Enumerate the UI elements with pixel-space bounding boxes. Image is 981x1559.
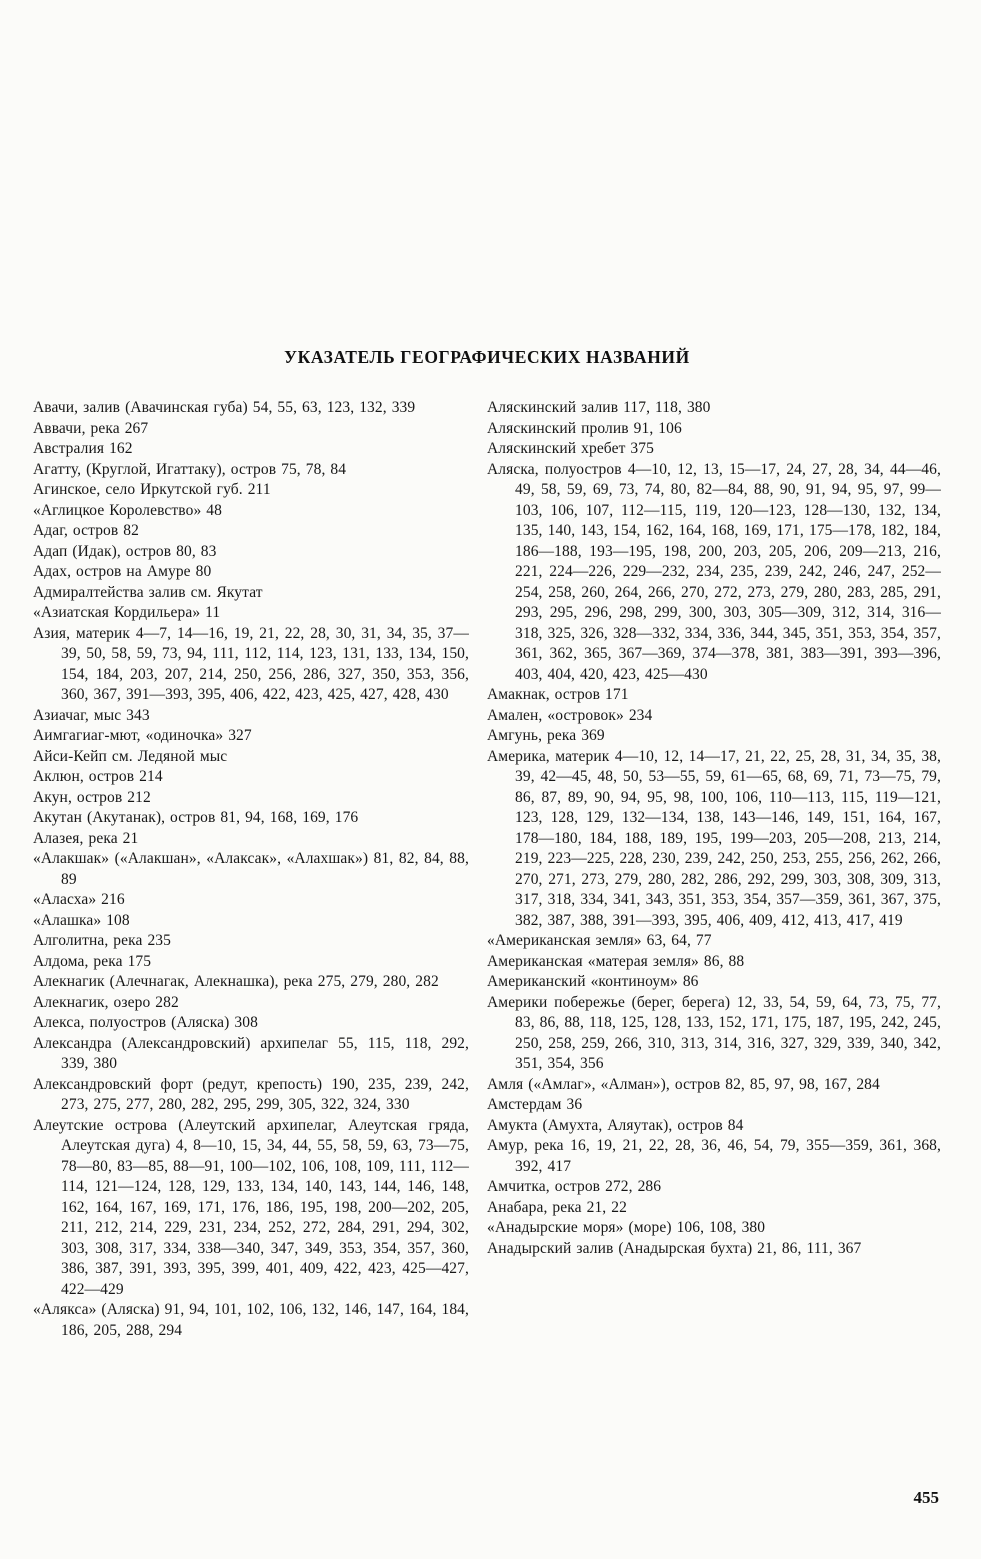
index-entry: Амакнак, остров 171	[487, 686, 629, 703]
index-entry: Аклюн, остров 214	[33, 768, 163, 785]
index-entry: Алдома, река 175	[33, 952, 152, 970]
index-column-left	[33, 398, 469, 1341]
index-entry: Агатту, (Круглой, Игаттаку), остров 75, 78, 84	[33, 460, 347, 478]
index-entry: Амукта (Амухта, Аляутак), остров 84	[487, 1116, 744, 1134]
index-entry: Акун, остров 212	[33, 788, 151, 806]
index-entry: Амстердам 36	[487, 1096, 583, 1113]
index-column-right	[487, 398, 941, 1259]
index-entry: Алекса, полуостров (Аляска) 308	[33, 1014, 258, 1031]
index-entry: Аимгагиаг-мют, «одиночка» 327	[33, 727, 252, 744]
index-entry: Аляскинский залив 117, 118, 380	[487, 399, 711, 416]
index-entry: «Аласха» 216	[33, 891, 125, 908]
index-entry: Амля («Амлаг», «Алман»), остров 82, 85, 97, 98, 167, 284	[487, 1075, 880, 1093]
index-entry: «Алакшак» («Алакшан», «Алаксак», «Алахшак») 81, 82, 84, 88, 89	[33, 850, 469, 888]
index-entry: Амален, «островок» 234	[487, 706, 653, 724]
index-entry: «Алякса» (Аляска) 91, 94, 101, 102, 106, 132, 146, 147, 164, 184, 186, 205, 288, 294	[33, 1301, 469, 1339]
index-entry: Америка, материк 4—10, 12, 14—17, 21, 22, 25, 28, 31, 34, 35, 38, 39, 42—45, 48, 50, 53—55, 59, 61—65, 68, 69, 71, 73—75, 79, 86, 87, 89, 90, 94, 95, 98, 100, 106, 110—113, 115, 119—121, 123, 128, 129, 132—134, 138, 143—146, 149, 151, 164, 167, 178—180, 184, 188, 189, 195, 199—203, 205—208, 213, 214, 219, 223—225, 228, 230, 239, 242, 250, 253, 255, 256, 262, 266, 270, 271, 273, 279, 280, 282, 286, 292, 299, 303, 308, 309, 313, 317, 318, 334, 341, 343, 351, 353, 354, 357—359, 361, 367, 375, 382, 387, 388, 391—393, 395, 406, 409, 412, 413, 417, 419	[487, 747, 941, 929]
index-entry: Алголитна, река 235	[33, 932, 172, 949]
index-entry: «Азиатская Кордильера» 11	[33, 604, 221, 621]
index-entry: Американский «континоум» 86	[487, 973, 699, 990]
index-entry: Амур, река 16, 19, 21, 22, 28, 36, 46, 54, 79, 355—359, 361, 368, 392, 417	[487, 1137, 941, 1175]
index-entry: Американская «матерая земля» 86, 88	[487, 952, 745, 970]
index-entry: Аляскинский пролив 91, 106	[487, 419, 682, 437]
index-entry: Акутан (Акутанак), остров 81, 94, 168, 169, 176	[33, 809, 359, 826]
index-entry: Адах, остров на Амуре 80	[33, 563, 212, 580]
index-entry: Адмиралтейства залив см. Якутат	[33, 583, 263, 601]
index-entry: Аляска, полуостров 4—10, 12, 13, 15—17, 24, 27, 28, 34, 44—46, 49, 58, 59, 69, 73, 74, 80, 82—84, 88, 90, 91, 94, 95, 97, 99—103, 106, 107, 112—115, 119, 120—123, 128—130, 132, 134, 135, 140, 143, 154, 162, 164, 168, 169, 171, 175—178, 182, 184, 186—188, 193—195, 198, 200, 203, 205, 206, 209—213, 216, 221, 224—226, 229—232, 234, 235, 239, 242, 246, 247, 252—254, 258, 260, 264, 266, 270, 272, 273, 279, 280, 283, 285, 291, 293, 295, 296, 298, 299, 300, 303, 305—309, 312, 314, 316—318, 325, 326, 328—332, 334, 336, 344, 345, 351, 353, 354, 357, 361, 362, 365, 367—369, 374—378, 381, 383—391, 393—396, 403, 404, 420, 423, 425—430	[487, 460, 941, 683]
index-entry: Амгунь, река 369	[487, 727, 605, 744]
page-number: 455	[913, 1488, 939, 1507]
page-title: УКАЗАТЕЛЬ ГЕОГРАФИЧЕСКИХ НАЗВАНИЙ	[284, 347, 690, 367]
index-columns	[33, 398, 941, 1341]
index-entry: Адаг, остров 82	[33, 522, 139, 539]
index-entry: «Анадырские моря» (море) 106, 108, 380	[487, 1219, 766, 1236]
index-entry: Америки побережье (берег, берега) 12, 33, 54, 59, 64, 73, 75, 77, 83, 86, 88, 118, 125, 128, 133, 152, 171, 175, 187, 195, 242, 245, 250, 258, 259, 266, 310, 313, 314, 316, 327, 329, 339, 340, 342, 351, 354, 356	[487, 993, 941, 1072]
index-entry: Авачи, залив (Авачинская губа) 54, 55, 63, 123, 132, 339	[33, 399, 416, 416]
index-entry: Амчитка, остров 272, 286	[487, 1178, 662, 1195]
index-entry: «Аглицкое Королевство» 48	[33, 501, 222, 519]
index-entry: Азия, материк 4—7, 14—16, 19, 21, 22, 28, 30, 31, 34, 35, 37—39, 50, 58, 59, 73, 94, 111, 112, 114, 123, 131, 133, 134, 150, 154, 184, 203, 207, 214, 250, 256, 286, 327, 350, 353, 356, 360, 367, 391—393, 395, 406, 422, 423, 425, 427, 428, 430	[33, 624, 469, 703]
index-entry: Алазея, река 21	[33, 829, 139, 847]
index-entry: Алекнагик (Алечнагак, Алекнашка), река 275, 279, 280, 282	[33, 973, 439, 990]
index-entry: Айси-Кейп см. Ледяной мыс	[33, 747, 228, 765]
index-entry: Адап (Идак), остров 80, 83	[33, 542, 217, 560]
index-entry: Агинское, село Иркутской губ. 211	[33, 481, 271, 498]
index-entry: Алекнагик, озеро 282	[33, 993, 179, 1011]
index-entry: «Американская земля» 63, 64, 77	[487, 932, 712, 949]
index-entry: Александровский форт (редут, крепость) 190, 235, 239, 242, 273, 275, 277, 280, 282, 295, 299, 305, 322, 324, 330	[33, 1075, 469, 1113]
index-entry: Анабара, река 21, 22	[487, 1198, 627, 1216]
index-entry: Аввачи, река 267	[33, 419, 149, 437]
index-entry: Алеутские острова (Алеутский архипелаг, Алеутская гряда, Алеутская дуга) 4, 8—10, 15, 34, 44, 55, 58, 59, 63, 73—75, 78—80, 83—85, 88—91, 100—102, 106, 108, 109, 111, 112—114, 121—124, 128, 129, 133, 134, 140, 143, 144, 146, 148, 162, 164, 167, 169, 171, 176, 186, 195, 198, 200—202, 205, 211, 212, 214, 229, 231, 234, 252, 272, 284, 291, 294, 302, 303, 308, 317, 334, 338—340, 347, 349, 353, 354, 357, 360, 386, 387, 391, 393, 395, 399, 401, 409, 422, 423, 425—427, 422—429	[33, 1116, 469, 1298]
index-entry: Австралия 162	[33, 440, 133, 457]
index-entry: Азиачаг, мыс 343	[33, 706, 150, 724]
index-entry: Александра (Александровский) архипелаг 55, 115, 118, 292, 339, 380	[33, 1034, 469, 1072]
index-entry: Аляскинский хребет 375	[487, 440, 654, 457]
index-entry: Анадырский залив (Анадырская бухта) 21, 86, 111, 367	[487, 1239, 862, 1257]
index-entry: «Алашка» 108	[33, 911, 130, 929]
